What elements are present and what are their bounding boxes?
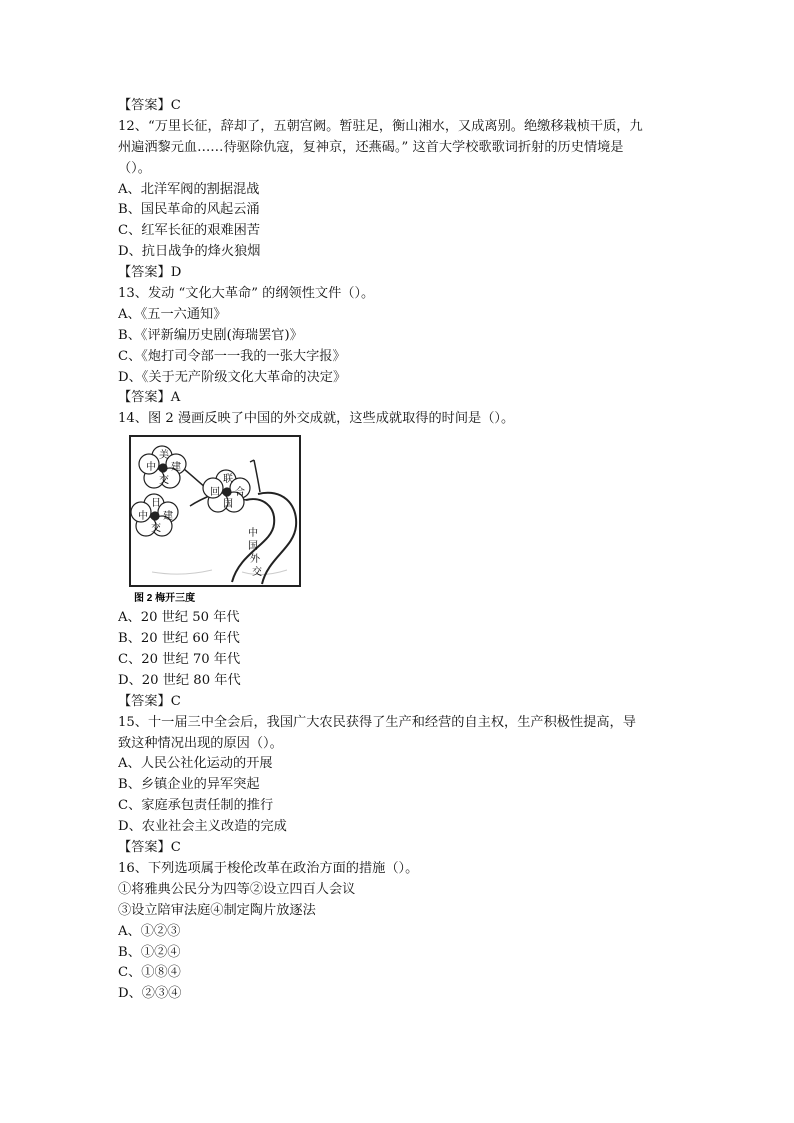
question-14-option-b: B、20 世纪 60 年代 xyxy=(118,631,240,647)
flower-us-char-left: 中 xyxy=(146,462,156,474)
question-16-statements-2: ③设立陪审法庭④制定陶片放逐法 xyxy=(118,902,316,918)
flower-jp-char-bottom: 交 xyxy=(151,523,161,535)
question-12-option-d: D、抗日战争的烽火狼烟 xyxy=(118,244,261,260)
question-15-line-2: 致这种情况出现的原因（）。 xyxy=(118,735,283,751)
question-15-option-b: B、乡镇企业的异军突起 xyxy=(118,777,260,793)
question-15-option-d: D、农业社会主义改造的完成 xyxy=(118,819,287,835)
plum-blossom-cartoon xyxy=(122,432,302,606)
question-12-line-3: （）。 xyxy=(118,160,151,176)
question-13-option-d: D、《关于无产阶级文化大革命的决定》 xyxy=(118,369,347,385)
question-16-statements-1: ①将雅典公民分为四等②设立四百人会议 xyxy=(118,881,356,897)
flower-un-char-right: 合 xyxy=(235,487,245,499)
question-12-line-2: 州遍洒黎元血……待驱除仇寇，复神京，还燕碣。” 这首大学校歌歌词折射的历史情境是 xyxy=(118,139,624,155)
question-14-option-c: C、20 世纪 70 年代 xyxy=(118,652,241,668)
flower-us-char-top: 美 xyxy=(159,450,169,462)
answer-15: 【答案】C xyxy=(118,840,181,856)
question-14: 14、图 2 漫画反映了中国的外交成就，这些成就取得的时间是（）。 xyxy=(118,411,515,427)
question-14-option-d: D、20 世纪 80 年代 xyxy=(118,672,241,688)
cartoon-figure xyxy=(122,432,302,606)
question-16-option-b: B、①②④ xyxy=(118,944,181,960)
question-13-option-b: B、《评新编历史剧(海瑞罢官)》 xyxy=(118,327,303,343)
flower-un-char-left: 回 xyxy=(210,487,220,499)
question-14-option-a: A、20 世纪 50 年代 xyxy=(118,610,240,626)
flower-un-char-bottom: 国 xyxy=(223,499,233,511)
flower-jp-char-right: 建 xyxy=(163,511,173,523)
figure-caption: 图 2 梅开三度 xyxy=(134,593,196,605)
branch-label-char-4: 交 xyxy=(252,567,262,579)
question-12-option-a: A、北洋军阀的割据混战 xyxy=(118,181,260,197)
branch-label-char-3: 外 xyxy=(250,554,260,566)
document-page xyxy=(118,96,678,1005)
question-15-line-1: 15、十一届三中全会后，我国广大农民获得了生产和经营的自主权，生产积极性提高，导 xyxy=(118,714,636,730)
question-13-option-c: C、《炮打司令部一一我的一张大字报》 xyxy=(118,348,346,364)
question-16: 16、下列选项属于梭伦改革在政治方面的措施（）。 xyxy=(118,860,419,876)
branch-label-char-1: 中 xyxy=(248,528,258,540)
question-13-option-a: A、《五一六通知》 xyxy=(118,306,227,322)
question-12-option-b: B、国民革命的风起云涌 xyxy=(118,202,260,218)
flower-us-char-bottom: 交 xyxy=(159,475,169,487)
answer-13: 【答案】A xyxy=(118,390,181,406)
flower-jp-char-left: 中 xyxy=(138,511,148,523)
question-15-option-c: C、家庭承包责任制的推行 xyxy=(118,798,274,814)
flower-un-char-top: 联 xyxy=(223,474,233,486)
question-15-option-a: A、人民公社化运动的开展 xyxy=(118,756,273,772)
question-13: 13、发动 “文化大革命” 的纲领性文件（）。 xyxy=(118,286,375,302)
question-12-line-1: 12、“万里长征，辞却了，五朝宫阙。暂驻足，衡山湘水，又成离别。绝缴移栽桢干质，九 xyxy=(118,118,643,134)
question-12-option-c: C、红军长征的艰难困苦 xyxy=(118,223,260,239)
answer-11: 【答案】C xyxy=(118,98,181,113)
branch-label-char-2: 国 xyxy=(248,541,258,553)
flower-us-char-right: 建 xyxy=(171,462,181,474)
answer-14: 【答案】C xyxy=(118,693,181,709)
question-16-option-d: D、②③④ xyxy=(118,986,182,1002)
answer-12: 【答案】D xyxy=(118,265,182,281)
flower-jp-char-top: 日 xyxy=(151,498,161,510)
question-16-option-a: A、①②③ xyxy=(118,923,181,939)
question-16-option-c: C、①⑧④ xyxy=(118,965,181,981)
